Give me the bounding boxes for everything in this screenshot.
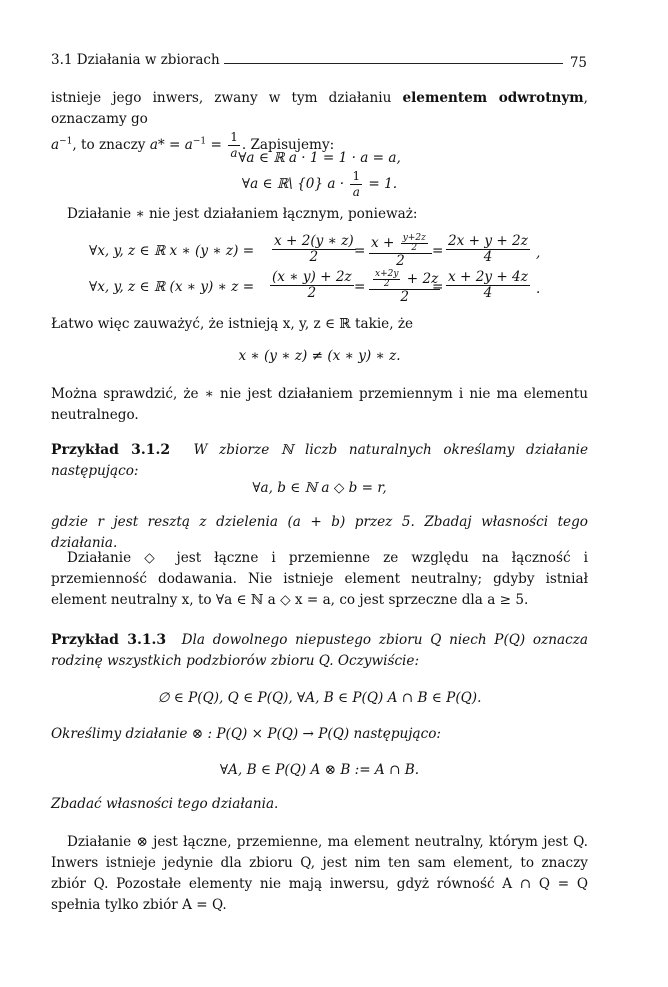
math: a [51,137,60,153]
numerator: 1 [230,130,238,144]
period: . [536,281,541,297]
comma: , [536,245,541,261]
paragraph-commutative [51,384,588,426]
example-text: W zbiorze ℕ liczb naturalnych określamy działanie następująco: [51,442,588,479]
denominator: 2 [383,279,390,289]
equals: = [354,279,366,295]
numerator: (x ∗ y) + 2z [272,269,352,285]
denominator: a [230,146,238,160]
example-3-1-3 [51,630,588,672]
equation-line: ∀a ∈ ℝ a · 1 = 1 · a = a, [238,150,401,166]
fraction [369,234,432,269]
example-text: gdzie r jest resztą z dzielenia (a + b) przez 5. Zbadaj własności tego działania. [51,514,588,551]
text: istnieje jego inwers, zwany w tym działaniu [51,90,392,106]
fraction [369,270,440,305]
small-fraction [373,270,400,289]
denominator: 2 [411,243,418,253]
math-sup: −1 [192,136,207,147]
text: Łatwo więc zauważyć, że istnieją x, y, z ∈ ℝ takie, że [51,316,414,332]
example-3-1-3-task [51,794,588,815]
fraction [446,234,530,265]
fraction [446,270,530,301]
math: a* = a [149,137,193,153]
denominator: 2 [307,285,317,301]
equation-lhs: ∀x, y, z ∈ ℝ (x ∗ y) ∗ z = [89,279,255,295]
equation-lhs: ∀x, y, z ∈ ℝ x ∗ (y ∗ z) = [89,243,255,259]
header-rule [211,63,563,64]
example-text: Zbadać własności tego działania. [51,796,279,812]
text: Można sprawdzić, że ∗ nie jest działaniem przemiennym i nie ma elementu neutralnego. [51,386,588,423]
equation-identity [51,148,588,169]
text: x + [371,235,395,251]
equation-assoc-line2 [0,270,668,306]
equation-line: ∀a ∈ ℝ\ {0} a · [241,176,345,192]
numerator: x+2y [375,269,399,279]
numerator: y+2z [402,233,426,243]
example-3-1-3-def [51,724,588,745]
example-title: Przykład 3.1.3 [51,632,167,648]
equals: = [432,279,444,295]
text: Działanie ⊗ jest łączne, przemienne, ma element neutralny, którym jest Q. Inwers istnieje jedynie dla zbioru Q, jest nim ten sam element, to znaczy zbiór Q. Pozostałe elementy nie mają inwersu, gdyż równość A ∩ Q = Q spełnia tylko zbiór A = Q. [51,834,588,913]
text: Działanie ∗ nie jest działaniem łącznym, ponieważ: [67,206,418,222]
page-number: 75 [569,55,587,71]
text: , oznaczamy go [51,90,588,127]
equals: = [354,243,366,259]
fraction-one-over-a [350,169,362,200]
denominator: 4 [483,249,493,265]
running-header [51,48,585,70]
math-sup: −1 [59,136,73,147]
example-3-1-2 [51,440,588,482]
numerator: x + 2y + 4z [448,269,528,285]
paragraph-conclusion [51,314,588,335]
paragraph-solution-3-1-2 [51,548,588,611]
equation-power-set [51,688,588,709]
text: , to znaczy [72,137,146,153]
equation-assoc-line1 [0,234,668,270]
denominator: 2 [396,253,405,269]
equation-remainder [51,478,588,499]
numerator: 1 [352,169,361,183]
paragraph-solution-3-1-3 [51,832,588,916]
section-title: 3.1 Działania w zbiorach [51,52,224,68]
fraction [270,270,354,301]
equation-line: ∀a, b ∈ ℕ a ◇ b = r, [252,480,387,496]
fraction [272,234,356,265]
example-title: Przykład 3.1.2 [51,442,171,458]
numerator: 2x + y + 2z [448,233,528,249]
equation-non-assoc [51,346,588,367]
example-text: Dla dowolnego niepustego zbioru Q niech P(Q) oznacza rodzinę wszystkich podzbiorów zbioru Q. Oczywiście: [51,632,588,669]
denominator: a [352,185,360,199]
numerator: x + 2(y ∗ z) [274,233,354,249]
text: Działanie ◇ jest łączne i przemienne ze względu na łączność i przemienność dodawania. Nie istnieje element neutralny; gdyby istniał element neutralny x, to ∀a ∈ ℕ a ◇ x = a, co jest sprzeczne dla a ≥ 5. [51,550,588,608]
term-inverse-element: elementem odwrotnym [402,90,584,106]
equation-line: x ∗ (y ∗ z) ≠ (x ∗ y) ∗ z. [238,348,401,364]
denominator: 2 [309,249,319,265]
equation-inverse [51,168,588,200]
text: . Zapisujemy: [241,137,335,153]
equation-line: ∅ ∈ P(Q), Q ∈ P(Q), ∀A, B ∈ P(Q) A ∩ B ∈ P(Q). [157,690,482,706]
equation-line: = 1. [368,176,398,192]
equation-line: ∀A, B ∈ P(Q) A ⊗ B := A ∩ B. [219,762,420,778]
denominator: 2 [400,289,409,305]
small-fraction [401,234,428,253]
text: + 2z [406,271,439,287]
denominator: 4 [483,285,493,301]
paragraph-not-associative [51,204,588,225]
equation-otimes [51,760,588,781]
example-text: Określimy działanie ⊗ : P(Q) × P(Q) → P(Q) następująco: [51,726,441,742]
equals: = [432,243,444,259]
math: = [210,137,222,153]
